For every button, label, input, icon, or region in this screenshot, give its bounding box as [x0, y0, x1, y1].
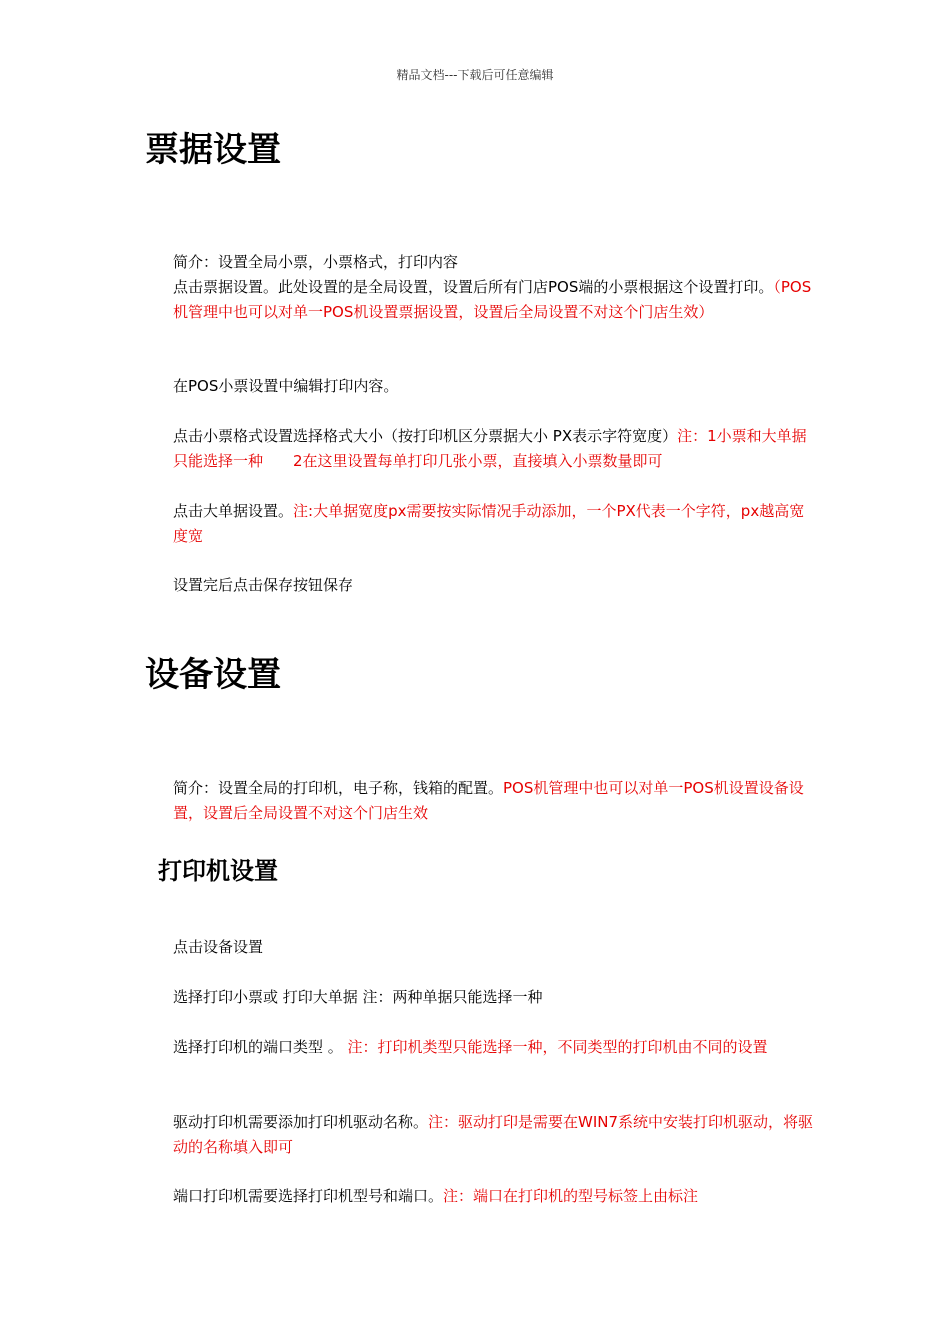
- ticket-paragraph-5: 设置完后点击保存按钮保存: [173, 576, 354, 594]
- printer-s4-text: 驱动打印机需要添加打印机驱动名称。: [173, 1113, 429, 1131]
- section-title-ticket: 票据设置: [145, 130, 281, 170]
- ticket-p1-note: （POS机管理中也可以对单一POS机设置票据设置，设置后全局设置不对这个门店生效）: [173, 278, 812, 321]
- ticket-p4-text: 点击大单据设置。: [173, 502, 294, 520]
- ticket-p3-text: 点击小票格式设置选择格式大小（按打印机区分票据大小 PX表示字符宽度）: [173, 427, 678, 445]
- printer-step-5: [173, 1184, 818, 1209]
- ticket-p3-note: 注：1小票和大单据只能选择一种 2在这里设置每单打印几张小票，直接填入小票数量即可: [173, 427, 807, 470]
- ticket-paragraph-3: [173, 424, 818, 474]
- ticket-p4-note: 注:大单据宽度px需要按实际情况手动添加，一个PX代表一个字符，px越高宽度宽: [173, 502, 805, 545]
- printer-step-4: [173, 1110, 818, 1160]
- subsection-title-printer: 打印机设置: [158, 857, 278, 885]
- ticket-intro: 简介：设置全局小票，小票格式，打印内容: [173, 253, 459, 271]
- device-intro-note: POS机管理中也可以对单一POS机设置设备设置，设置后全局设置不对这个门店生效: [173, 779, 804, 822]
- printer-step-1: 点击设备设置: [173, 938, 264, 956]
- ticket-paragraph-2: 在POS小票设置中编辑打印内容。: [173, 377, 399, 395]
- device-intro: [173, 776, 818, 826]
- printer-step-3: [173, 1035, 818, 1060]
- printer-s5-note: 注：端口在打印机的型号标签上由标注: [443, 1187, 699, 1205]
- printer-s4-note: 注：驱动打印是需要在WIN7系统中安装打印机驱动，将驱动的名称填入即可: [173, 1113, 814, 1156]
- section-title-device: 设备设置: [145, 655, 281, 695]
- page-header: 精品文档---下载后可任意编辑: [396, 68, 554, 82]
- printer-s3-note: 注：打印机类型只能选择一种，不同类型的打印机由不同的设置: [342, 1038, 768, 1056]
- printer-step-2: 选择打印小票或 打印大单据 注：两种单据只能选择一种: [173, 988, 543, 1006]
- ticket-p1-text: 点击票据设置。此处设置的是全局设置，设置后所有门店POS端的小票根据这个设置打印。: [173, 278, 774, 296]
- ticket-paragraph-1: [173, 275, 818, 325]
- device-intro-text: 简介：设置全局的打印机，电子称，钱箱的配置。: [173, 779, 504, 797]
- printer-s3-text: 选择打印机的端口类型 。: [173, 1038, 343, 1056]
- printer-s5-text: 端口打印机需要选择打印机型号和端口。: [173, 1187, 444, 1205]
- ticket-paragraph-4: [173, 499, 818, 549]
